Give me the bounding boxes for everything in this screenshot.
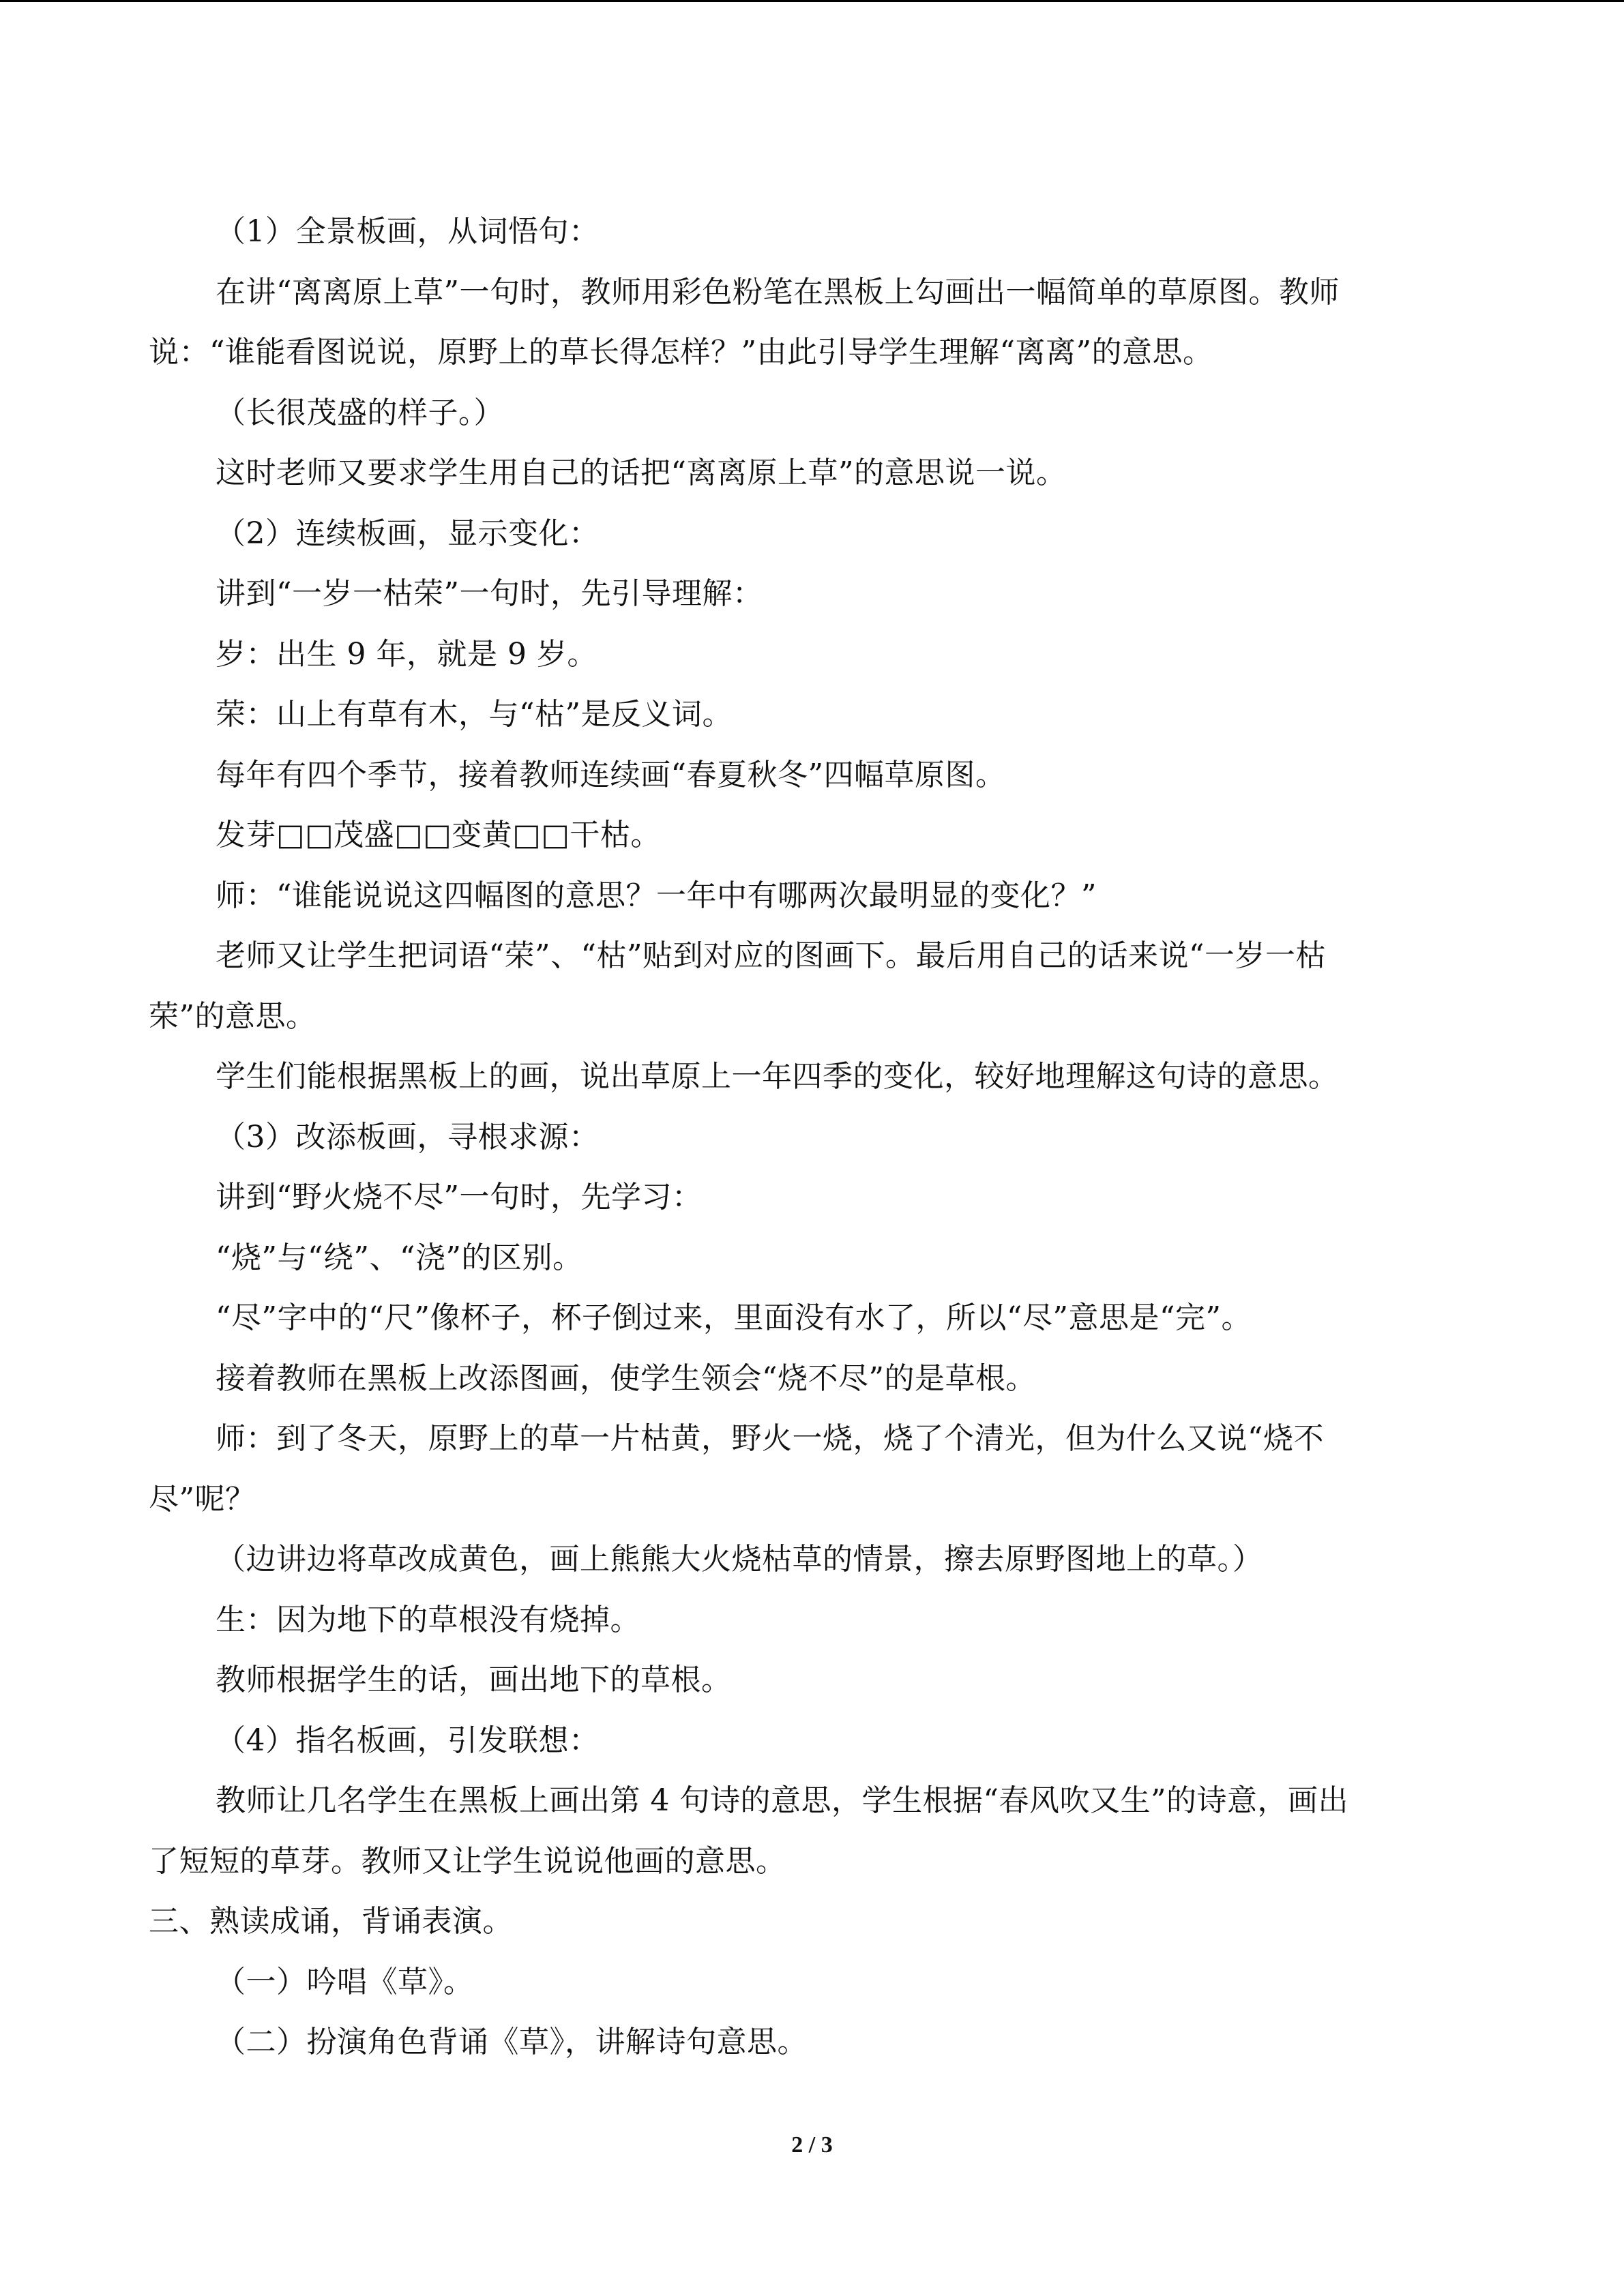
- subheading-panorama-drawing: （1）全景板画，从词悟句：: [216, 214, 600, 249]
- paragraph-line: 接着教师在黑板上改添图画，使学生领会“烧不尽”的是草根。: [216, 1360, 1036, 1396]
- paragraph-line: 讲到“一岁一枯荣”一句时，先引导理解：: [216, 576, 763, 611]
- paragraph-line: 师：“谁能说说这四幅图的意思？一年中有哪两次最明显的变化？”: [216, 878, 1097, 913]
- paragraph-line: 生：因为地下的草根没有烧掉。: [216, 1602, 640, 1637]
- document-body: [149, 202, 1479, 2073]
- paragraph-line: （边讲边将草改成黄色，画上熊熊大火烧枯草的情景，擦去原野图地上的草。）: [216, 1542, 1263, 1577]
- paragraph-line: “尽”字中的“尺”像杯子，杯子倒过来，里面没有水了，所以“尽”意思是“完”。: [216, 1300, 1252, 1335]
- paragraph-line: 师：到了冬天，原野上的草一片枯黄，野火一烧，烧了个清光，但为什么又说“烧不: [216, 1421, 1324, 1456]
- section-heading-recitation: 三、熟读成诵，背诵表演。: [149, 1904, 513, 1939]
- page-number: 2 / 3: [791, 2132, 833, 2158]
- paragraph-line: 荣”的意思。: [149, 998, 316, 1034]
- subheading-modified-drawing: （3）改添板画，寻根求源：: [216, 1119, 600, 1154]
- subheading-named-drawing: （4）指名板画，引发联想：: [216, 1723, 600, 1758]
- paragraph-line: “烧”与“绕”、“浇”的区别。: [216, 1240, 583, 1275]
- paragraph-line: 发芽□□茂盛□□变黄□□干枯。: [216, 818, 661, 852]
- paragraph-line: （长很茂盛的样子。）: [216, 395, 504, 430]
- paragraph-line: 在讲“离离原上草”一句时，教师用彩色粉笔在黑板上勾画出一幅简单的草原图。教师: [216, 274, 1340, 310]
- paragraph-line: 岁：出生 9 年，就是 9 岁。: [216, 636, 597, 672]
- paragraph-line: 学生们能根据黑板上的画，说出草原上一年四季的变化，较好地理解这句诗的意思。: [216, 1059, 1339, 1094]
- paragraph-line: 讲到“野火烧不尽”一句时，先学习：: [216, 1180, 703, 1214]
- paragraph-line: 这时老师又要求学生用自己的话把“离离原上草”的意思说一说。: [216, 456, 1067, 490]
- paragraph-line: 老师又让学生把词语“荣”、“枯”贴到对应的图画下。最后用自己的话来说“一岁一枯: [216, 938, 1326, 973]
- list-item: （二）扮演角色背诵《草》，讲解诗句意思。: [216, 2025, 808, 2059]
- paragraph-line: 每年有四个季节，接着教师连续画“春夏秋冬”四幅草原图。: [216, 757, 1006, 792]
- subheading-continuous-drawing: （2）连续板画，显示变化：: [216, 516, 600, 551]
- paragraph-line: 教师根据学生的话，画出地下的草根。: [216, 1663, 732, 1697]
- top-border-rule: [0, 0, 1624, 2]
- paragraph-line: 尽”呢？: [149, 1481, 256, 1517]
- paragraph-line: 说：“谁能看图说说，原野上的草长得怎样？”由此引导学生理解“离离”的意思。: [149, 335, 1213, 370]
- paragraph-line: 了短短的草芽。教师又让学生说说他画的意思。: [149, 1843, 786, 1879]
- paragraph-line: 教师让几名学生在黑板上画出第 4 句诗的意思，学生根据“春风吹又生”的诗意，画出: [216, 1783, 1348, 1818]
- list-item: （一）吟唱《草》。: [216, 1964, 474, 1999]
- paragraph-line: 荣：山上有草有木，与“枯”是反义词。: [216, 697, 733, 732]
